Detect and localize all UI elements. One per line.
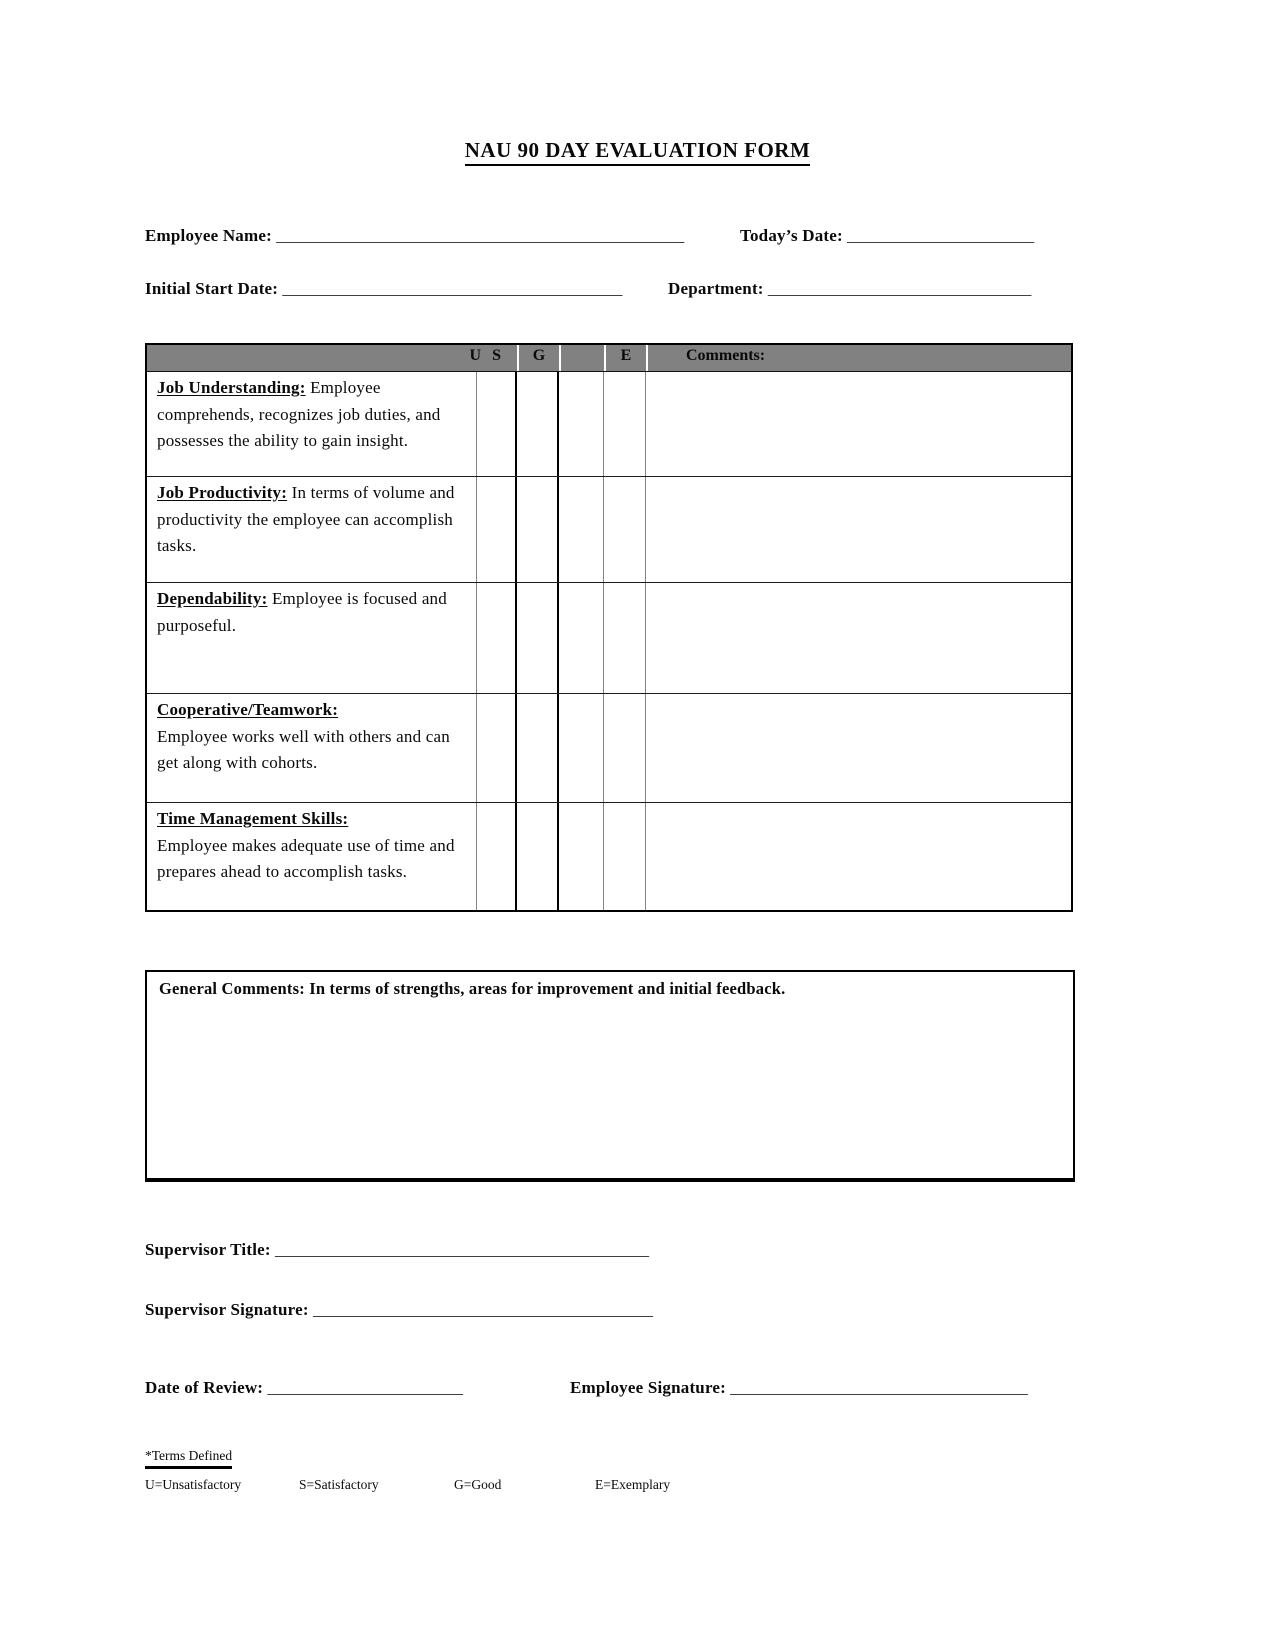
- rating-cell-s[interactable]: [517, 583, 559, 693]
- terms-defined-text: *Terms Defined: [145, 1448, 232, 1469]
- comments-cell[interactable]: [646, 694, 1071, 802]
- initial-start-date-label: Initial Start Date:: [145, 279, 279, 298]
- row-text: Employee works well with others and can get along with cohorts.: [157, 726, 450, 772]
- rating-cell-e[interactable]: [604, 694, 646, 802]
- evaluation-table: [145, 343, 1073, 912]
- row-text: Employee is focused and purposeful.: [157, 589, 447, 635]
- rating-cell-e[interactable]: [604, 583, 646, 693]
- comments-cell[interactable]: [646, 803, 1071, 910]
- row-description: [147, 803, 477, 910]
- header-g-cell: G: [517, 345, 559, 371]
- rating-cell-g[interactable]: [559, 694, 604, 802]
- todays-date-blank[interactable]: ______________________: [847, 226, 1035, 245]
- department-field: [668, 279, 1031, 299]
- date-of-review-label: Date of Review:: [145, 1378, 264, 1397]
- row-description: [147, 694, 477, 802]
- terms-legend: [145, 1477, 1155, 1493]
- comments-cell[interactable]: [646, 372, 1071, 476]
- table-row-dependability: [147, 583, 1071, 694]
- employee-name-field: [145, 226, 684, 246]
- rating-cell-g[interactable]: [559, 583, 604, 693]
- legend-item-unsatisfactory: U=Unsatisfactory: [145, 1477, 242, 1492]
- legend-item-satisfactory: S=Satisfactory: [299, 1477, 379, 1492]
- comments-cell[interactable]: [646, 477, 1071, 582]
- todays-date-label: Today’s Date:: [740, 226, 843, 245]
- table-row-job-productivity: [147, 477, 1071, 583]
- row-text: In terms of volume and productivity the employee can accomplish tasks.: [157, 483, 455, 555]
- table-row-cooperative-teamwork: [147, 694, 1071, 803]
- row-description: [147, 372, 477, 476]
- rating-cell-s[interactable]: [517, 694, 559, 802]
- row-description: [147, 477, 477, 582]
- initial-start-date-blank[interactable]: ________________________________________: [282, 279, 623, 298]
- legend-item-exemplary: E=Exemplary: [595, 1477, 671, 1492]
- header-u-label: U: [469, 347, 482, 364]
- employee-name-label: Employee Name:: [145, 226, 272, 245]
- rating-cell-g[interactable]: [559, 477, 604, 582]
- supervisor-signature-field: [145, 1300, 653, 1320]
- todays-date-field: [740, 226, 1034, 246]
- rating-cell-e[interactable]: [604, 372, 646, 476]
- rating-cell-u[interactable]: [477, 372, 517, 476]
- employee-name-blank[interactable]: ________________________________________________: [276, 226, 685, 245]
- terms-defined-heading: [145, 1448, 232, 1469]
- rating-cell-g[interactable]: [559, 372, 604, 476]
- comments-cell[interactable]: [646, 583, 1071, 693]
- header-s-label: S: [492, 347, 501, 364]
- row-title: Dependability:: [157, 589, 268, 608]
- employee-signature-label: Employee Signature:: [570, 1378, 727, 1397]
- department-blank[interactable]: _______________________________: [767, 279, 1032, 298]
- rating-cell-s[interactable]: [517, 372, 559, 476]
- row-title: Job Productivity:: [157, 483, 288, 502]
- rating-cell-e[interactable]: [604, 477, 646, 582]
- date-of-review-blank[interactable]: _______________________: [267, 1378, 463, 1397]
- supervisor-title-field: [145, 1240, 649, 1260]
- table-row-job-understanding: [147, 372, 1071, 477]
- date-of-review-field: [145, 1378, 463, 1398]
- rating-cell-e[interactable]: [604, 803, 646, 910]
- table-header-row: [147, 345, 1071, 372]
- supervisor-title-label: Supervisor Title:: [145, 1240, 271, 1259]
- rating-cell-u[interactable]: [477, 477, 517, 582]
- row-title: Time Management Skills:: [157, 809, 349, 828]
- general-comments-box[interactable]: [145, 970, 1075, 1182]
- row-title: Job Understanding:: [157, 378, 306, 397]
- employee-signature-blank[interactable]: ___________________________________: [730, 1378, 1028, 1397]
- header-blank-cell: [559, 345, 604, 371]
- rating-cell-s[interactable]: [517, 477, 559, 582]
- rating-cell-u[interactable]: [477, 694, 517, 802]
- page-title-text: NAU 90 DAY EVALUATION FORM: [465, 138, 811, 166]
- rating-cell-u[interactable]: [477, 583, 517, 693]
- supervisor-signature-blank[interactable]: ________________________________________: [312, 1300, 653, 1319]
- supervisor-title-blank[interactable]: ____________________________________________: [274, 1240, 649, 1259]
- header-e-cell: E: [604, 345, 646, 371]
- initial-start-date-field: [145, 279, 622, 299]
- header-us-cell: [147, 345, 517, 371]
- row-text: Employee makes adequate use of time and prepares ahead to accomplish tasks.: [157, 835, 455, 881]
- row-text: Employee comprehends, recognizes job duties, and possesses the ability to gain insight.: [157, 378, 441, 450]
- row-title: Cooperative/Teamwork:: [157, 700, 339, 719]
- page-title: [0, 138, 1275, 166]
- department-label: Department:: [668, 279, 764, 298]
- rating-cell-s[interactable]: [517, 803, 559, 910]
- employee-signature-field: [570, 1378, 1028, 1398]
- supervisor-signature-label: Supervisor Signature:: [145, 1300, 309, 1319]
- row-description: [147, 583, 477, 693]
- header-comments-cell: Comments:: [646, 345, 1071, 371]
- rating-cell-u[interactable]: [477, 803, 517, 910]
- general-comments-label: General Comments: In terms of strengths, areas for improvement and initial feedback.: [159, 979, 786, 998]
- legend-item-good: G=Good: [454, 1477, 502, 1492]
- table-row-time-management: [147, 803, 1071, 910]
- rating-cell-g[interactable]: [559, 803, 604, 910]
